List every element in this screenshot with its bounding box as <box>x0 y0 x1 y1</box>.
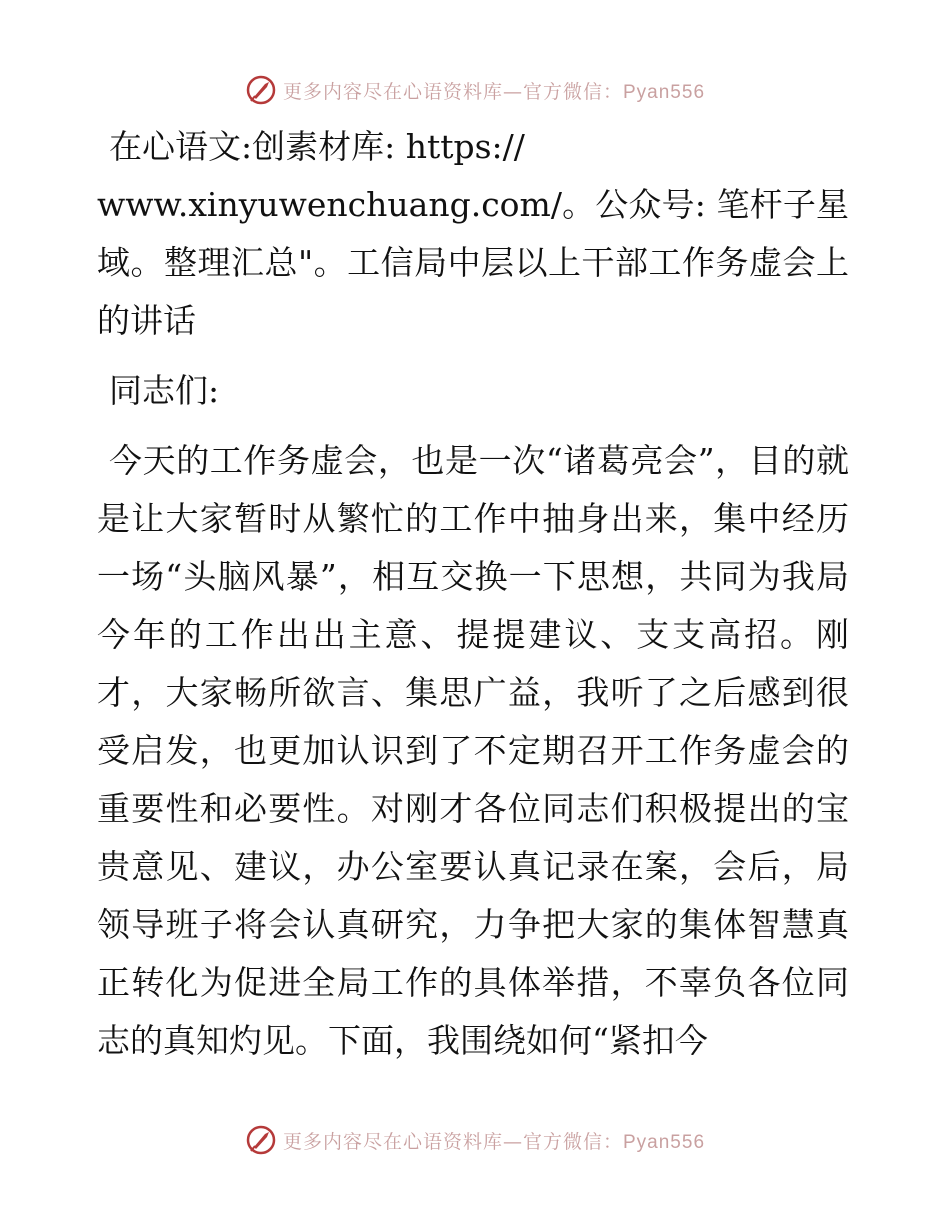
watermark-wechat-id: Pyan556 <box>623 81 706 103</box>
salutation: 同志们: <box>109 371 220 410</box>
watermark-bottom <box>0 1120 950 1160</box>
header-line-2: www.xinyuwenchuang.com/。公众号: 笔杆子星域。整理汇总"。工信局中层以上干部工作务虚会上的讲话 <box>97 185 849 340</box>
watermark-wechat-id: Pyan556 <box>623 1131 706 1153</box>
watermark-main-text: 更多内容尽在心语资料库—官方微信： <box>282 80 623 103</box>
watermark-text <box>283 1127 705 1154</box>
watermark-top <box>0 70 950 110</box>
watermark-main-text: 更多内容尽在心语资料库—官方微信： <box>282 1130 623 1153</box>
quill-pen-logo-icon <box>245 1124 277 1156</box>
body-paragraph: 今天的工作务虚会，也是一次“诸葛亮会”，目的就是让大家暂时从繁忙的工作中抽身出来，集中经历一场“头脑风暴”，相互交换一下思想，共同为我局今年的工作出出主意、提提建议、支支高招。刚才，大家畅所欲言、集思广益，我听了之后感到很受启发，也更加认识到了不定期召开工作务虚会的重要性和必要性。对刚才各位同志们积极提出的宝贵意见、建议，办公室要认真记录在案，会后，局领导班子将会认真研究，力争把大家的集体智慧真正转化为促进全局工作的具体举措，不辜负各位同志的真知灼见。下面，我围绕如何“紧扣今 <box>97 441 849 1060</box>
quill-pen-logo-icon <box>245 74 277 106</box>
header-line-1: 在心语文:创素材库: https:// <box>109 127 525 166</box>
watermark-text <box>283 77 705 104</box>
document-body <box>97 118 849 1082</box>
document-header <box>97 118 849 350</box>
